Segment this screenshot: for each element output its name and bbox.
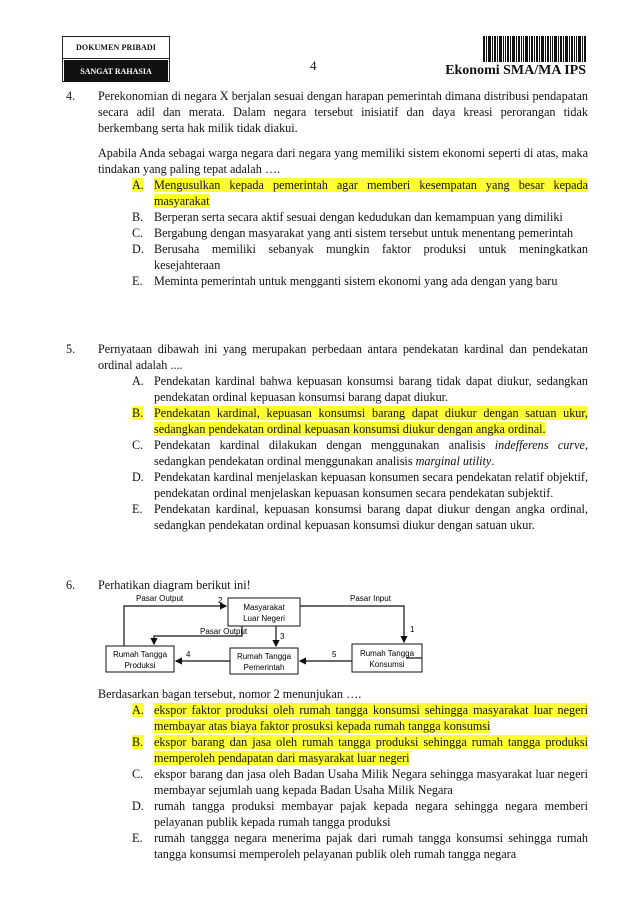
option-text: Mengusulkan kepada pemerintah agar memberi kesempatan yang besar kepada masyarakat (154, 178, 588, 208)
option-text: Pendekatan kardinal menjelaskan kepuasan konsumen secara pendekatan relatif objektif, pendekatan ordinal menjelaskan kepuasan konsumen secara pendekatan subjektif. (154, 470, 588, 500)
option-text: Pendekatan kardinal, kepuasan konsumsi barang dapat diukur dengan angka ordinal, sedangkan pendekatan ordinal kepuasan konsumsi diukur dengan satuan ukur. (154, 502, 588, 532)
question-4 (66, 88, 588, 289)
option-b[interactable] (132, 734, 588, 766)
label-pasar-input: Pasar Input (350, 594, 391, 603)
option-e[interactable] (132, 273, 588, 289)
option-letter: B. (132, 735, 144, 749)
question-prompt: Berdasarkan bagan tersebut, nomor 2 menunjukan …. (98, 687, 362, 701)
option-text: rumah tangga produksi membayar pajak kepada negara sehingga negara memberi pelayanan publik kepada rumah tangga produksi (154, 799, 588, 829)
option-d[interactable] (132, 798, 588, 830)
option-text: Berusaha memiliki sebanyak mungkin faktor produksi untuk meningkatkan kesejahteraan (154, 242, 588, 272)
answer-options (132, 373, 588, 533)
question-number: 4. (66, 89, 76, 103)
option-a[interactable] (132, 373, 588, 405)
answer-options (132, 177, 588, 289)
question-number: 5. (66, 342, 76, 356)
question-prompt: Apabila Anda sebagai warga negara dari negara yang memiliki sistem ekonomi seperti di atas, maka tindakan yang paling tepat adalah …. (98, 146, 588, 176)
svg-text:Luar Negeri: Luar Negeri (243, 614, 285, 623)
option-text: Pendekatan kardinal, kepuasan konsumsi barang dapat diukur dengan satuan ukur, sedangkan pendekatan ordinal kepuasan konsumsi diukur dengan angka ordinal. (154, 406, 588, 436)
box-rumah-tangga-pemerintah (230, 648, 298, 674)
option-letter: E. (132, 502, 143, 516)
question-5 (66, 341, 588, 533)
page-number: 4 (310, 58, 317, 73)
option-c[interactable] (132, 437, 588, 469)
question-stem: Pernyataan dibawah ini yang merupakan perbedaan antara pendekatan kardinal dan pendekatan ordinal adalah .... (98, 342, 588, 372)
option-letter: D. (132, 242, 144, 256)
label-pasar-output-top: Pasar Output (136, 594, 184, 603)
svg-text:Pemerintah: Pemerintah (243, 663, 285, 672)
doc-label: DOKUMEN PRIBADI (63, 37, 169, 59)
label-n1: 1 (410, 625, 415, 634)
question-stem: Perhatikan diagram berikut ini! (98, 578, 251, 592)
option-letter: B. (132, 210, 144, 224)
label-n4: 4 (186, 650, 191, 659)
option-letter: E. (132, 274, 143, 288)
option-text: Pendekatan kardinal bahwa kepuasan konsumsi barang tidak dapat diukur, sedangkan pendekatan ordinal kepuasan konsumsi barang dapat diukur. (154, 374, 588, 404)
question-6 (66, 577, 588, 593)
option-d[interactable] (132, 469, 588, 501)
question-6-options (66, 686, 588, 862)
option-letter: A. (132, 703, 144, 717)
subject-title: Ekonomi SMA/MA IPS (445, 63, 586, 78)
economic-circular-flow-diagram (104, 592, 590, 678)
option-a[interactable] (132, 702, 588, 734)
label-n2: 2 (218, 596, 223, 605)
question-number: 6. (66, 578, 76, 592)
option-letter: D. (132, 799, 144, 813)
option-e[interactable] (132, 830, 588, 862)
option-text: ekspor barang dan jasa oleh rumah tangga produksi sehingga rumah tangga produksi memperoleh pendapatan dari masyarakat luar negeri (154, 735, 588, 765)
answer-options (132, 702, 588, 862)
option-b[interactable] (132, 209, 588, 225)
svg-text:Produksi: Produksi (124, 661, 156, 670)
option-text: ekspor faktor produksi oleh rumah tangga konsumsi sehingga masyarakat luar negeri membayar atas biaya faktor prosuksi kepada rumah tangga konsumsi (154, 703, 588, 733)
svg-text:Rumah Tangga: Rumah Tangga (359, 649, 415, 658)
svg-text:Konsumsi: Konsumsi (369, 660, 405, 669)
option-a[interactable] (132, 177, 588, 209)
option-letter: A. (132, 374, 144, 388)
option-letter: A. (132, 178, 144, 192)
option-letter: C. (132, 438, 144, 452)
question-stem: Perekonomian di negara X berjalan sesuai dengan harapan pemerintah dimana distribusi pendapatan secara adil dan merata. Dalam negara tersebut inisiatif dan daya kreasi perorangan tidak berkembang serta hak milik tidak diakui. (98, 89, 588, 135)
svg-text:Masyarakat: Masyarakat (243, 603, 285, 612)
option-letter: B. (132, 406, 144, 420)
label-pasar-output-mid: Pasar Output (200, 627, 248, 636)
barcode-icon (483, 36, 586, 62)
option-d[interactable] (132, 241, 588, 273)
svg-text:Rumah Tangga: Rumah Tangga (112, 650, 168, 659)
option-b[interactable] (132, 405, 588, 437)
option-text: Meminta pemerintah untuk mengganti sistem ekonomi yang ada dengan yang baru (154, 274, 558, 288)
option-letter: C. (132, 226, 144, 240)
document-stamp (62, 36, 170, 82)
option-letter: D. (132, 470, 144, 484)
option-c[interactable] (132, 225, 588, 241)
option-e[interactable] (132, 501, 588, 533)
secret-label: SANGAT RAHASIA (64, 60, 168, 82)
option-text: Berperan serta secara aktif sesuai dengan kedudukan dan kemampuan yang dimiliki (154, 210, 563, 224)
option-text: Bergabung dengan masyarakat yang anti sistem tersebut untuk menentang pemerintah (154, 226, 574, 240)
box-rumah-tangga-produksi (106, 646, 174, 672)
option-text: ekspor barang dan jasa oleh Badan Usaha Milik Negara sehingga masyarakat luar negeri membayar sejumlah uang kepada Badan Usaha Milik Negara (154, 767, 588, 797)
option-c[interactable] (132, 766, 588, 798)
box-masyarakat-luar-negeri (228, 598, 300, 626)
label-n5: 5 (332, 650, 337, 659)
option-letter: C. (132, 767, 144, 781)
option-letter: E. (132, 831, 143, 845)
label-n3: 3 (280, 632, 285, 641)
option-text: rumah tanggga negara menerima pajak dari rumah tangga konsumsi sehingga rumah tangga konsumsi memperoleh pelayanan publik oleh rumah tangga negara (154, 831, 588, 861)
svg-text:Rumah Tangga: Rumah Tangga (236, 652, 292, 661)
option-text: Pendekatan kardinal dilakukan dengan menggunakan analisis indefferens curve, sedangkan pendekatan ordinal menggunakan analisis marginal utility. (154, 438, 588, 468)
